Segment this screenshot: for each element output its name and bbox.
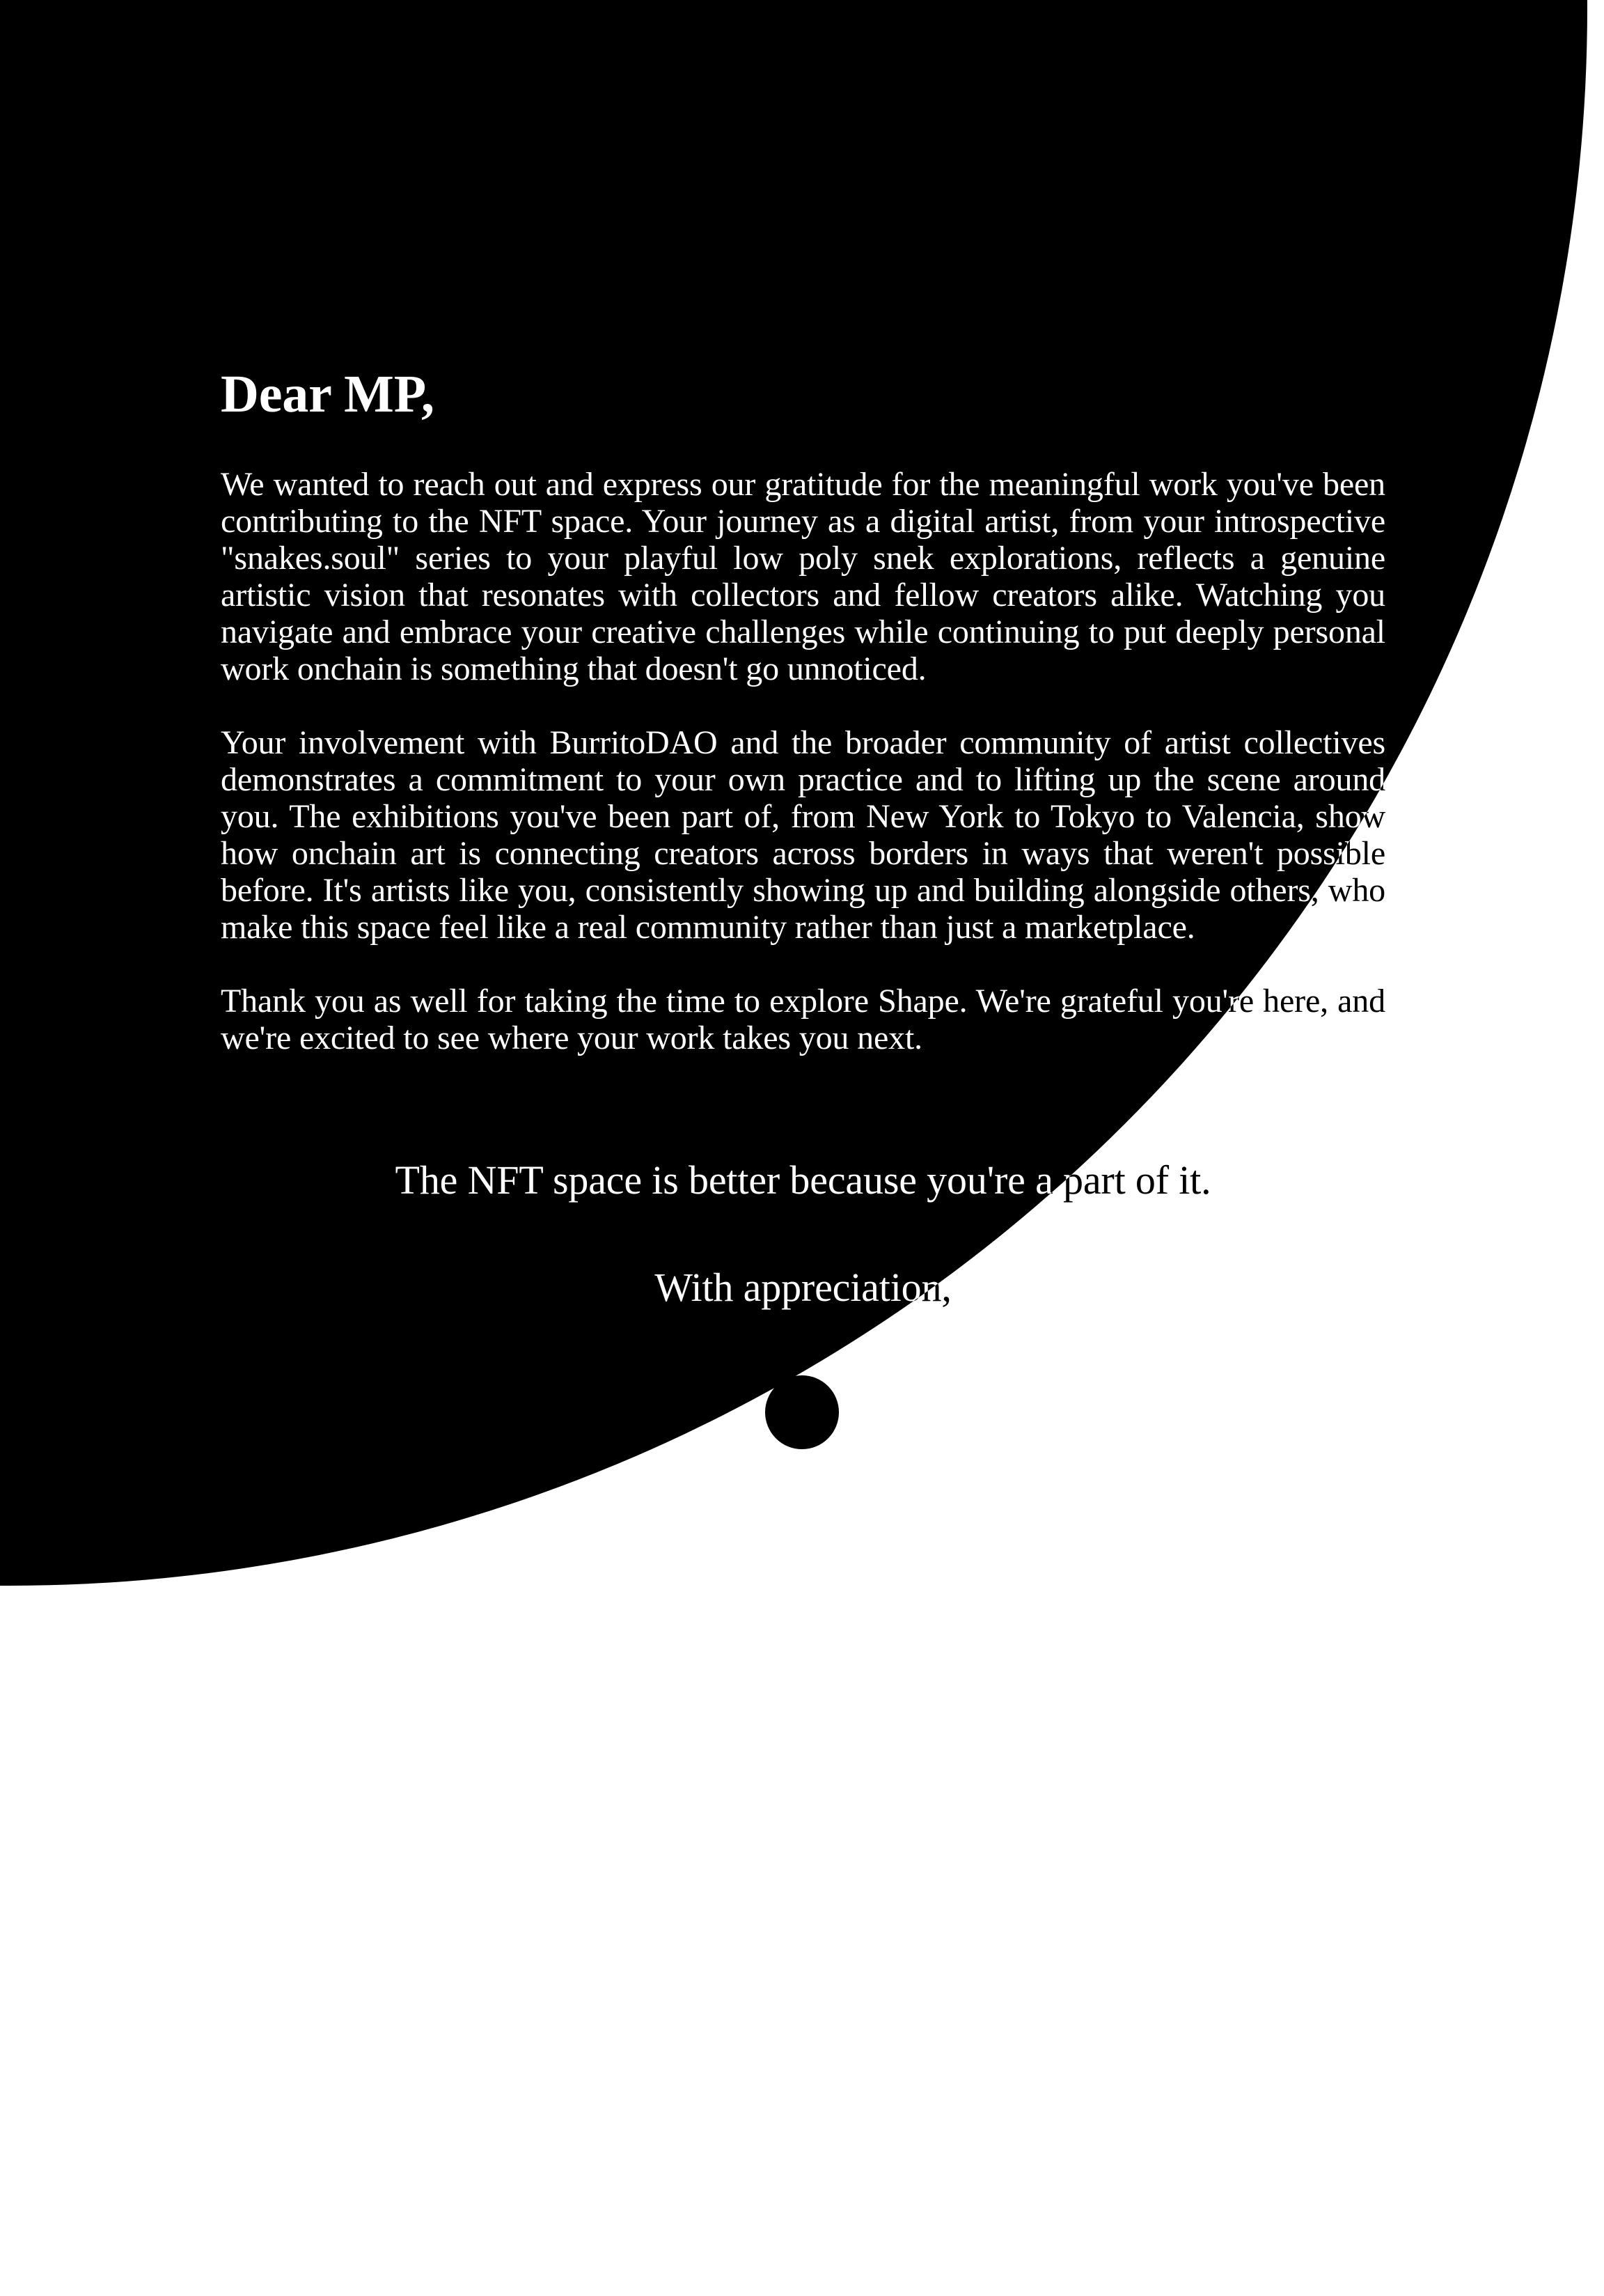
closing-line: The NFT space is better because you're a part of it. xyxy=(395,1157,1211,1203)
salutation: Dear MP, xyxy=(221,365,434,423)
letter-paragraph-1: We wanted to reach out and express our gratitude for the meaningful work you've been contributing to the NFT space. Your journey as a digital artist, from your introspective "snakes.soul" series to your playful low poly snek explorations, reflects a genuine artistic vision that resonates with collectors and fellow creators alike. Watching you navigate and embrace your creative challenges while continuing to put deeply personal work onchain is something that doesn't go unnoticed. xyxy=(221,466,1385,687)
letter-paragraph-2: Your involvement with BurritoDAO and the broader community of artist collectives demonstrates a commitment to your own practice and to lifting up the scene around you. The exhibitions you've been part of, from New York to Tokyo to Valencia, show how onchain art is connecting creators across borders in ways that weren't possible before. It's artists like you, consistently showing up and building alongside others, who make this space feel like a real community rather than just a marketplace. xyxy=(221,724,1385,946)
signoff: With appreciation, xyxy=(654,1265,952,1310)
letter-paragraph-3: Thank you as well for taking the time to explore Shape. We're grateful you're here, and we're excited to see where your work takes you next. xyxy=(221,983,1385,1056)
